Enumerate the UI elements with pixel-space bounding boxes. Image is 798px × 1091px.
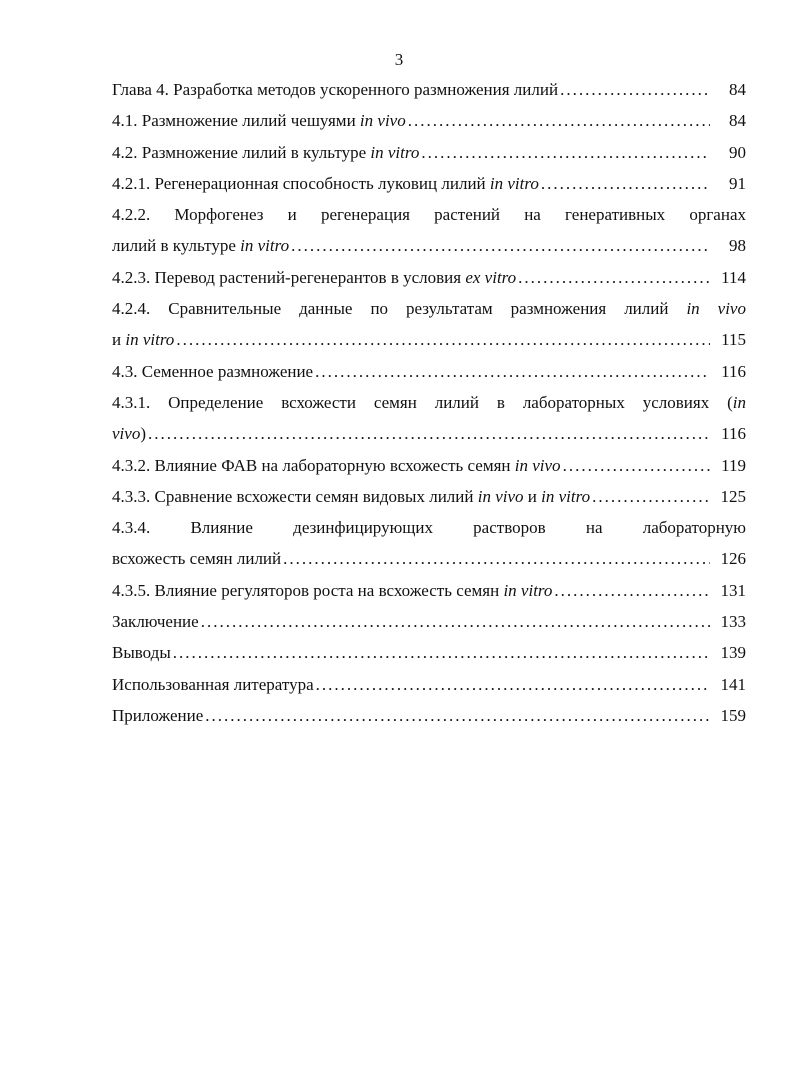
toc-entry-page: 91 <box>729 173 746 193</box>
dot-leader <box>563 450 710 481</box>
toc-entry-title: Использованная литература <box>112 674 314 694</box>
toc-entry-title-line <box>112 199 746 230</box>
toc-entry-page: 125 <box>720 486 746 506</box>
page-number: 3 <box>394 50 404 69</box>
toc-entry-page: 114 <box>721 267 746 287</box>
toc-entry <box>112 637 746 668</box>
toc-entry-title: 4.2.3. Перевод растений-регенерантов в условия ex vitro <box>112 267 517 287</box>
toc-entry-title: Приложение <box>112 705 204 725</box>
toc-entry-page: 90 <box>729 142 746 162</box>
dot-leader <box>291 230 710 261</box>
toc-entry <box>112 418 746 449</box>
dot-leader <box>315 356 710 387</box>
toc-entry <box>112 700 746 731</box>
toc-entry-title: 4.3.2. Влияние ФАВ на лабораторную всхожесть семян in vivo <box>112 455 561 475</box>
toc-entry <box>112 137 746 168</box>
toc-entry-title: 4.3.5. Влияние регуляторов роста на всхожесть семян in vitro <box>112 580 553 600</box>
dot-leader <box>554 575 710 606</box>
dot-leader <box>173 637 710 668</box>
dot-leader <box>518 262 710 293</box>
dot-leader <box>541 168 710 199</box>
toc-entry-page: 126 <box>720 549 746 569</box>
toc-entry <box>112 356 746 387</box>
toc-entry-title: 4.3. Семенное размножение <box>112 361 314 381</box>
toc-entry-page: 159 <box>720 705 746 725</box>
toc-entry-page: 139 <box>720 643 746 663</box>
toc-entry-title: Заключение <box>112 612 199 632</box>
toc-entry-page: 119 <box>721 455 746 475</box>
toc-entry-page: 133 <box>720 612 746 632</box>
toc-entry-title: 4.2.1. Регенерационная способность луковиц лилий in vitro <box>112 173 539 193</box>
toc-entry-title: Выводы <box>112 643 171 663</box>
toc-entry-title: 4.2.4. Сравнительные данные по результатам размножения лилий in vivo <box>112 299 746 319</box>
toc-entry-title: всхожесть семян лилий <box>112 549 282 569</box>
toc-entry-title: лилий в культуре in vitro <box>112 236 290 256</box>
toc-entry-title: и in vitro <box>112 330 175 350</box>
dot-leader <box>408 105 710 136</box>
toc-entry <box>112 481 746 512</box>
toc-entry <box>112 168 746 199</box>
toc-entry-title: 4.3.1. Определение всхожести семян лилий в лабораторных условиях (in <box>112 392 746 412</box>
dot-leader <box>176 324 710 355</box>
toc-entry-page: 84 <box>729 111 746 131</box>
toc-entry <box>112 669 746 700</box>
toc-entry-title: vivo) <box>112 424 146 444</box>
table-of-contents <box>112 74 746 731</box>
toc-entry <box>112 74 746 105</box>
toc-entry-title: 4.3.4. Влияние дезинфицирующих растворов на лабораторную <box>112 518 746 538</box>
toc-entry <box>112 105 746 136</box>
dot-leader <box>592 481 710 512</box>
toc-entry-page: 84 <box>729 80 746 99</box>
toc-entry-title-line <box>112 387 746 418</box>
toc-entry <box>112 543 746 574</box>
toc-entry-title-line <box>112 512 746 543</box>
toc-entry <box>112 606 746 637</box>
toc-entry-page: 141 <box>720 674 746 694</box>
toc-entry-page: 131 <box>720 580 746 600</box>
toc-entry-title: 4.2.2. Морфогенез и регенерация растений на генеративных органах <box>112 205 746 225</box>
toc-entry <box>112 262 746 293</box>
toc-entry-title: Глава 4. Разработка методов ускоренного размножения лилий <box>112 80 559 99</box>
dot-leader <box>283 543 710 574</box>
toc-entry-page: 98 <box>729 236 746 256</box>
dot-leader <box>560 74 710 105</box>
toc-entry-page: 116 <box>721 361 746 381</box>
toc-entry <box>112 450 746 481</box>
toc-entry <box>112 324 746 355</box>
toc-entry <box>112 575 746 606</box>
dot-leader <box>148 418 710 449</box>
toc-entry-title: 4.1. Размножение лилий чешуями in vivo <box>112 111 406 131</box>
dot-leader <box>316 669 710 700</box>
toc-entry-page: 115 <box>721 330 746 350</box>
dot-leader <box>201 606 710 637</box>
toc-entry <box>112 230 746 261</box>
toc-entry-page: 116 <box>721 424 746 444</box>
toc-entry-title: 4.2. Размножение лилий в культуре in vitro <box>112 142 420 162</box>
toc-entry-title: 4.3.3. Сравнение всхожести семян видовых лилий in vivo и in vitro <box>112 486 591 506</box>
toc-entry-title-line <box>112 293 746 324</box>
dot-leader <box>421 137 710 168</box>
dot-leader <box>205 700 710 731</box>
